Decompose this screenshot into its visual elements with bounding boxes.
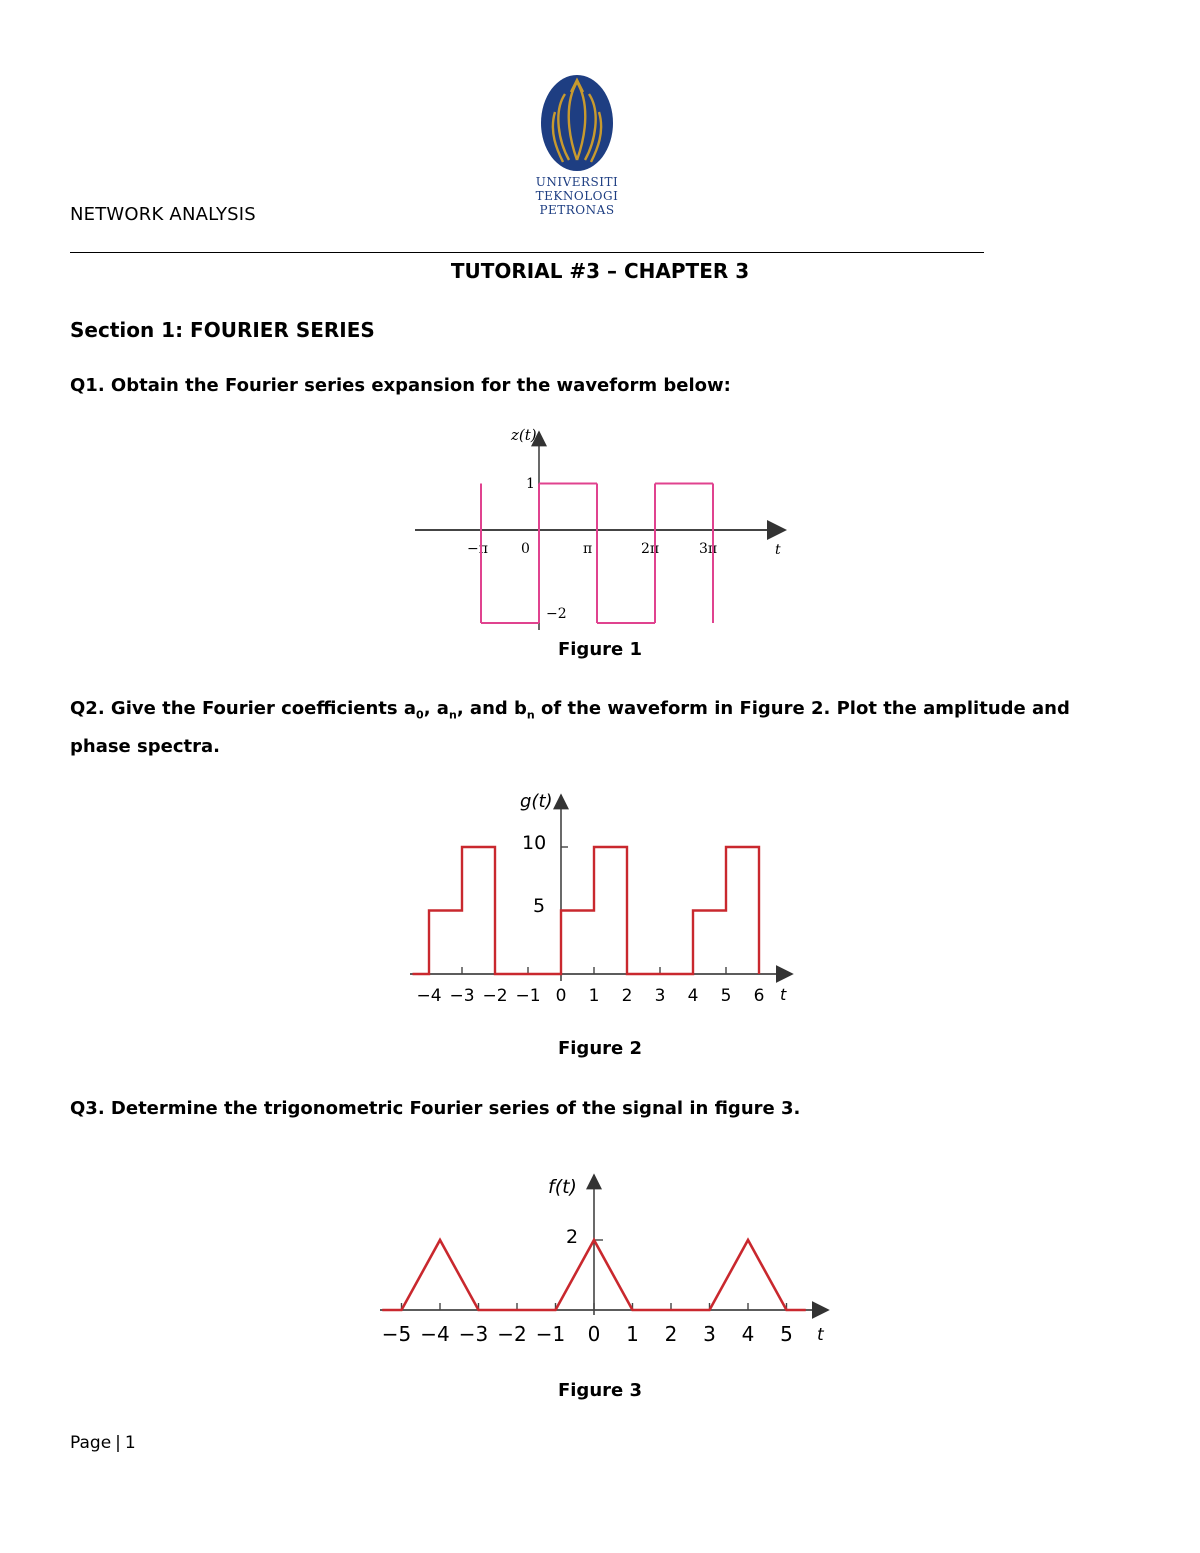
footer-separator: |: [115, 1433, 121, 1453]
fig2-x-label: t: [780, 985, 787, 1004]
section-heading: Section 1: FOURIER SERIES: [70, 318, 375, 342]
fig1-xtick-label: 0: [521, 541, 530, 557]
fig1-ytick-1: 1: [526, 476, 535, 492]
figure-1-waveform: [405, 420, 795, 635]
question-2: Q2. Give the Fourier coefficients $a_0$, $a_n$, and $b_n$ of the waveform in Figure 2. Plot the amplitude and phase spectra.: [70, 698, 1070, 757]
fig1-xtick-label: 2π: [641, 541, 660, 557]
fig2-xtick-label: 6: [753, 986, 765, 1006]
page-title: TUTORIAL #3 – CHAPTER 3: [450, 259, 750, 283]
question-1: Q1. Obtain the Fourier series expansion for the waveform below:: [70, 375, 731, 396]
fig3-xtick-label: −4: [420, 1322, 450, 1346]
fig2-xtick-label: −2: [482, 986, 508, 1006]
footer-page-number: 1: [124, 1433, 136, 1453]
figure-3-waveform: [370, 1165, 840, 1355]
fig3-xtick-label: 5: [780, 1322, 793, 1346]
fig1-x-label: t: [775, 542, 781, 558]
fig3-xtick-label: 4: [741, 1322, 755, 1346]
logo-line-2: TEKNOLOGI: [535, 189, 619, 203]
course-name: NETWORK ANALYSIS: [70, 204, 256, 225]
figure-2-waveform: [400, 785, 805, 1015]
fig2-xtick-label: 0: [555, 986, 567, 1006]
fig3-x-label: t: [817, 1325, 824, 1345]
figure-3-caption: Figure 3: [557, 1380, 643, 1401]
fig2-xtick-label: 5: [720, 986, 732, 1006]
fig2-xtick-label: −4: [416, 986, 442, 1006]
fig3-xtick-label: 0: [587, 1322, 601, 1346]
figure-1-caption: Figure 1: [557, 639, 643, 660]
fig3-y-label: f(t): [548, 1176, 577, 1198]
fig3-ytick-2: 2: [566, 1226, 579, 1248]
header-divider: [70, 252, 984, 253]
fig2-xtick-label: 1: [588, 986, 600, 1006]
question-3: Q3. Determine the trigonometric Fourier series of the signal in figure 3.: [70, 1098, 801, 1119]
fig2-y-label: g(t): [520, 791, 553, 812]
fig3-xtick-label: −1: [535, 1322, 566, 1346]
fig2-xtick-label: 4: [687, 986, 699, 1006]
fig2-ytick-5: 5: [533, 895, 546, 917]
page-footer: [70, 1433, 136, 1453]
fig2-xtick-label: 2: [621, 986, 633, 1006]
fig1-xtick-label: 3π: [699, 541, 718, 557]
fig2-xtick-label: −3: [449, 986, 475, 1006]
fig1-ytick-neg2: −2: [546, 606, 567, 622]
fig2-xtick-label: −1: [515, 986, 541, 1006]
fig2-xtick-label: 3: [654, 986, 666, 1006]
fig2-signal: [413, 847, 760, 974]
fig3-xtick-label: −5: [381, 1322, 412, 1346]
fig3-xtick-label: 1: [626, 1322, 639, 1346]
fig1-y-label: z(t): [511, 426, 537, 444]
fig3-xtick-label: 3: [703, 1322, 716, 1346]
fig1-xtick-label: π: [583, 541, 593, 557]
fig3-xtick-label: 2: [664, 1322, 678, 1346]
university-logo: [525, 72, 635, 222]
fig3-xtick-label: −2: [497, 1322, 527, 1346]
footer-page-label: Page: [70, 1433, 112, 1453]
fig1-xtick-label: −π: [467, 541, 488, 557]
figure-2-caption: Figure 2: [557, 1038, 643, 1059]
fig3-xtick-label: −3: [458, 1322, 489, 1346]
fig2-ytick-10: 10: [522, 832, 547, 854]
logo-line-1: UNIVERSITI: [535, 175, 619, 189]
logo-line-3: PETRONAS: [539, 203, 615, 217]
